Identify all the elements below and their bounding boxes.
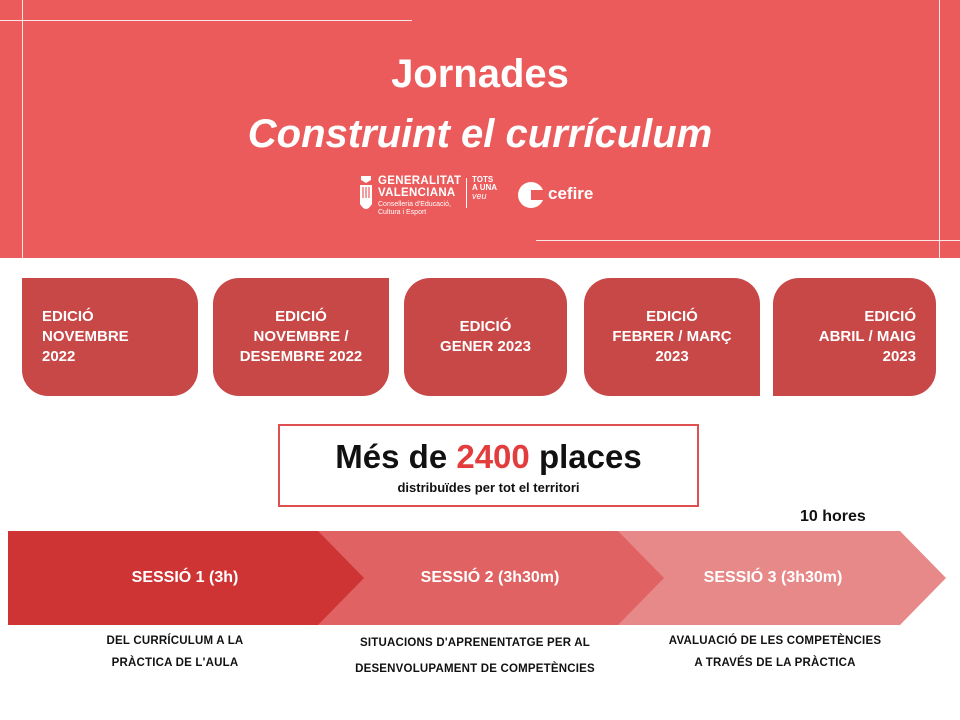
places-suffix: places	[538, 438, 642, 475]
places-prefix: Més de	[335, 438, 448, 475]
places-number: 2400	[456, 438, 530, 475]
conselleria-line: Conselleria d'Educació,	[378, 201, 451, 208]
edition-card-feb-mar-2023	[584, 278, 760, 396]
edition-label: EDICIÓ	[459, 318, 512, 335]
edition-period: ABRIL / MAIG	[818, 328, 916, 345]
gva-line: VALENCIANA	[378, 187, 456, 199]
gva-shield-icon	[358, 174, 374, 218]
gva-line: GENERALITAT	[378, 175, 462, 187]
session-1-label: SESSIÓ 1 (3h)	[131, 569, 239, 586]
page-title: Jornades	[391, 52, 569, 96]
session-desc-line: AVALUACIÓ DE LES COMPETÈNCIES	[668, 635, 882, 647]
places-headline	[280, 438, 697, 476]
session-2-label: SESSIÓ 2 (3h30m)	[420, 569, 560, 586]
edition-label: EDICIÓ	[864, 308, 916, 325]
cefire-wordmark: cefire	[548, 184, 594, 203]
session-2-description	[330, 630, 620, 682]
session-3-label: SESSIÓ 3 (3h30m)	[703, 569, 843, 586]
tots-line: veu	[472, 191, 487, 201]
gva-wordmark	[378, 175, 461, 199]
session-1-description	[40, 630, 310, 674]
edition-year: 2022	[42, 348, 76, 365]
header-banner	[0, 0, 960, 258]
tots-a-una-veu-logo	[472, 176, 497, 200]
edition-label: EDICIÓ	[646, 308, 698, 325]
total-hours: 10 hores	[800, 508, 866, 525]
decorative-line	[536, 240, 960, 241]
places-subtitle: distribuïdes per tot el territori	[397, 480, 580, 495]
logo-divider	[466, 178, 467, 208]
edition-year: 2023	[882, 348, 916, 365]
session-desc-line: DEL CURRÍCULUM A LA	[106, 635, 244, 647]
tots-line: TOTS	[472, 175, 494, 184]
session-desc-line: DESENVOLUPAMENT DE COMPETÈNCIES	[355, 663, 595, 675]
edition-card-nov-dec-2022	[213, 278, 389, 396]
conselleria-line: Cultura i Esport	[378, 209, 427, 216]
edition-period: NOVEMBRE /	[253, 328, 349, 345]
places-callout	[278, 424, 699, 507]
edition-label: EDICIÓ	[275, 308, 327, 325]
edition-card-jan-2023	[404, 278, 567, 396]
edition-card-apr-may-2023	[773, 278, 936, 396]
edition-period: GENER 2023	[440, 338, 531, 355]
decorative-line	[0, 20, 412, 21]
edition-label: EDICIÓ	[42, 308, 94, 325]
tots-line: A UNA	[472, 183, 498, 192]
session-desc-line: PRÀCTICA DE L'AULA	[111, 657, 239, 669]
edition-period: FEBRER / MARÇ	[612, 328, 732, 345]
session-desc-line: SITUACIONS D'APRENENTATGE PER AL	[360, 637, 590, 649]
cefire-logo-icon	[518, 182, 544, 208]
conselleria-text	[378, 201, 451, 217]
edition-year: 2023	[655, 348, 689, 365]
session-desc-line: A TRAVÉS DE LA PRÀCTICA	[694, 657, 856, 669]
session-3-description	[630, 630, 920, 674]
edition-year: DESEMBRE 2022	[239, 348, 363, 365]
edition-period: NOVEMBRE	[42, 328, 129, 345]
edition-card-nov-2022	[22, 278, 198, 396]
page-subtitle: Construint el currículum	[247, 112, 713, 156]
logos	[358, 172, 618, 230]
